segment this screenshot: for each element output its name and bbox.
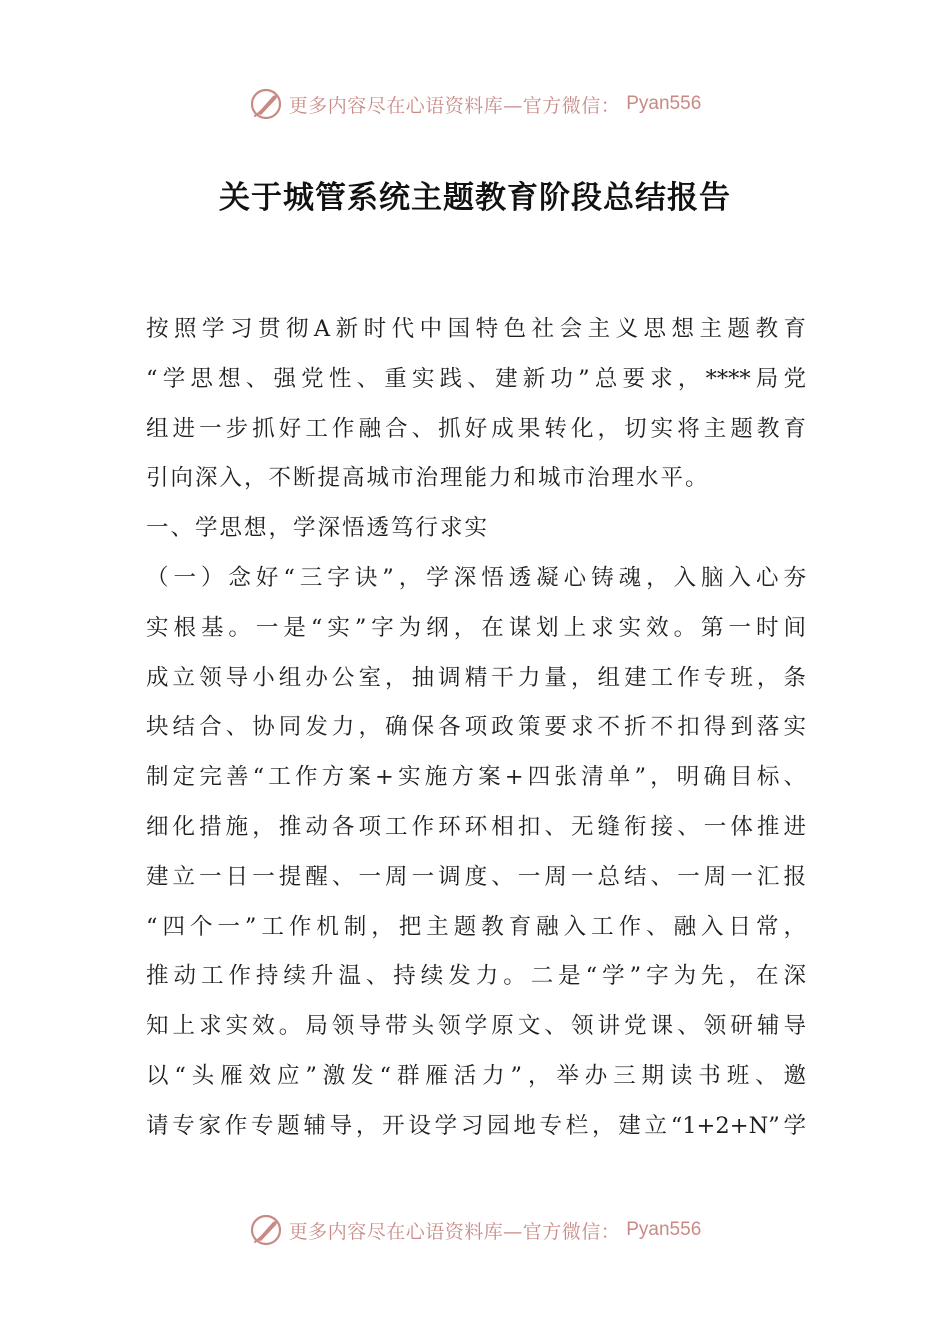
text-line: 按照学习贯彻A新时代中国特色社会主义思想主题教育 [146,316,806,342]
watermark-wechat-id: Pyan556 [626,1219,702,1240]
document-title: 关于城管系统主题教育阶段总结报告 [219,180,731,216]
document-body [146,305,806,1152]
text-line: 建立一日一提醒、一周一调度、一周一总结、一周一汇报 [146,863,806,890]
watermark-text: 更多内容尽在心语资料库—官方微信： [288,1220,621,1243]
quill-logo-icon [249,87,283,121]
text-line: 请专家作专题辅导，开设学习园地专栏，建立“1+2+N”学 [146,1112,806,1139]
text-line: 成立领导小组办公室，抽调精干力量，组建工作专班，条 [146,664,806,691]
section-heading: 一、学思想，学深悟透笃行求实 [146,515,490,542]
text-line: 块结合、协同发力，确保各项政策要求不折不扣得到落实 [146,714,806,741]
text-line: 以“头雁效应”激发“群雁活力”，举办三期读书班、邀 [146,1062,806,1089]
text-line: 实根基。一是“实”字为纲，在谋划上求实效。第一时间 [146,614,806,641]
quill-logo-icon [249,1213,283,1247]
text-line: 制定完善“工作方案+实施方案+四张清单”，明确目标、 [146,764,806,791]
text-line: “四个一”工作机制，把主题教育融入工作、融入日常， [146,913,806,940]
text-line: 细化措施，推动各项工作环环相扣、无缝衔接、一体推进 [146,813,806,840]
watermark-header [0,84,950,124]
text-line: 知上求实效。局领导带头领学原文、领讲党课、领研辅导 [146,1013,806,1040]
text-line: “学思想、强党性、重实践、建新功”总要求，****局党 [146,365,806,392]
watermark-wechat-id: Pyan556 [626,93,702,114]
text-line: 组进一步抓好工作融合、抓好成果转化，切实将主题教育 [146,415,806,442]
text-line: 推动工作持续升温、持续发力。二是“学”字为先，在深 [146,963,806,990]
watermark-text: 更多内容尽在心语资料库—官方微信： [288,94,621,117]
text-line: 引向深入，不断提高城市治理能力和城市治理水平。 [146,465,710,492]
watermark-footer [0,1210,950,1250]
text-line: （一）念好“三字诀”，学深悟透凝心铸魂，入脑入心夯 [146,564,806,591]
